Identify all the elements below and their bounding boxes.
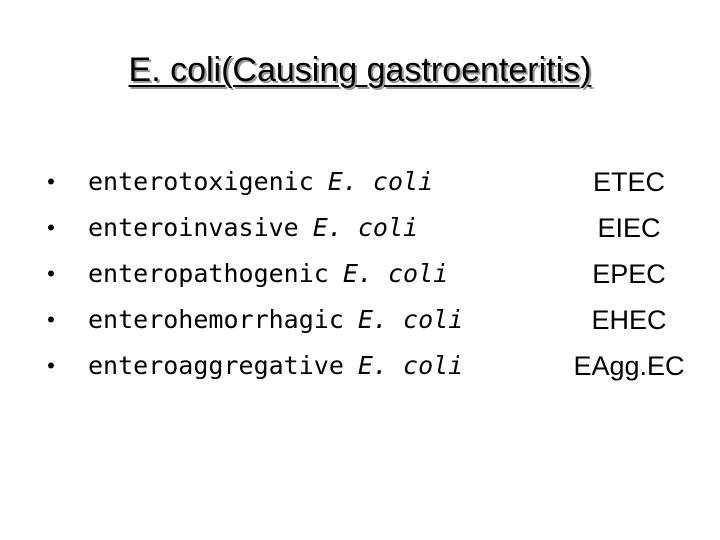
- pathotype-prefix: enterotoxigenic: [88, 167, 314, 196]
- pathotype-abbreviation: EIEC: [597, 213, 661, 243]
- list-item: [0, 254, 720, 300]
- bullet-icon: •: [47, 307, 55, 332]
- species-name: E. coli: [342, 259, 449, 288]
- pathotype-abbreviation: EAgg.EC: [573, 351, 685, 381]
- pathotype-name: [88, 162, 433, 202]
- pathotype-prefix: enteroinvasive: [88, 213, 299, 242]
- pathotype-name: [88, 346, 463, 386]
- bullet-list: [0, 162, 720, 392]
- species-name: E. coli: [357, 351, 464, 380]
- bullet-icon: •: [47, 215, 55, 240]
- species-name: E. coli: [357, 305, 464, 334]
- pathotype-name: [88, 254, 448, 294]
- list-item: [0, 208, 720, 254]
- pathotype-prefix: enterohemorrhagic: [88, 305, 344, 334]
- pathotype-abbreviation: EHEC: [591, 305, 667, 335]
- pathotype-abbreviation: ETEC: [592, 167, 665, 197]
- bullet-icon: •: [47, 169, 55, 194]
- bullet-icon: •: [47, 261, 55, 286]
- bullet-icon: •: [47, 353, 55, 378]
- pathotype-prefix: enteroaggregative: [88, 351, 344, 380]
- list-item: [0, 300, 720, 346]
- pathotype-name: [88, 300, 463, 340]
- pathotype-prefix: enteropathogenic: [88, 259, 329, 288]
- list-item: [0, 162, 720, 208]
- species-name: E. coli: [312, 213, 419, 242]
- slide-title: E. coli(Causing gastroenteritis): [128, 51, 592, 89]
- pathotype-name: [88, 208, 418, 248]
- pathotype-abbreviation: EPEC: [592, 259, 666, 289]
- list-item: [0, 346, 720, 392]
- species-name: E. coli: [327, 167, 434, 196]
